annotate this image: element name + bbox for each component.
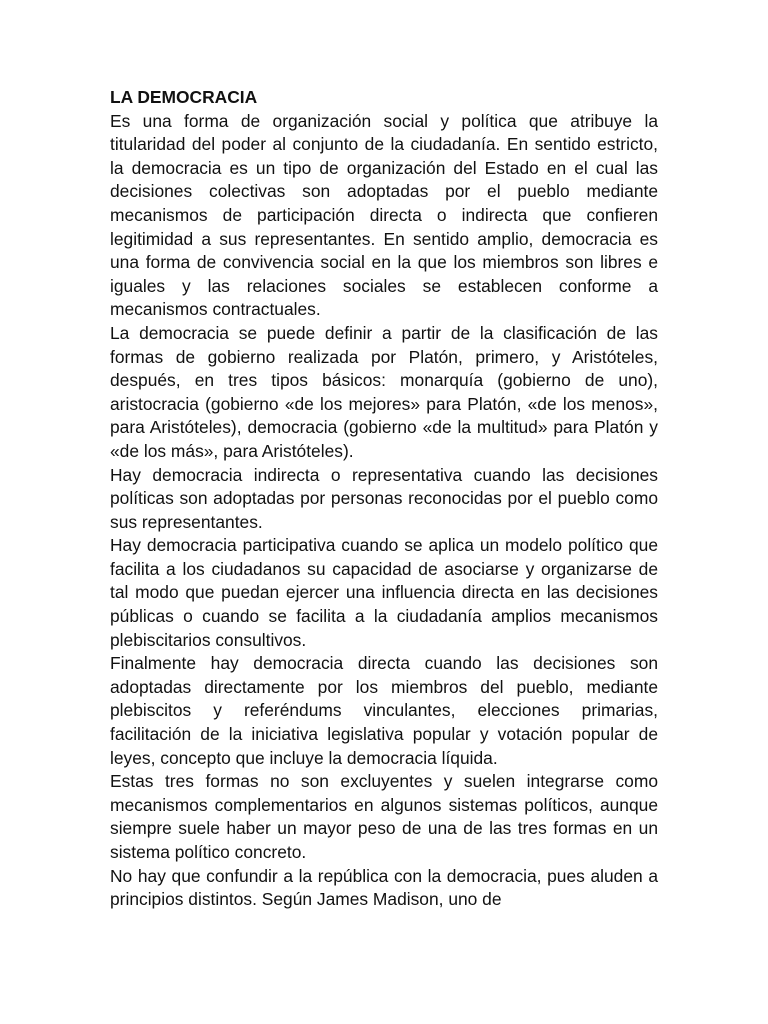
paragraph-complementary-forms: Estas tres formas no son excluyentes y suelen integrarse como mecanismos complementarios en algunos sistemas políticos, aunque siempre suele haber un mayor peso de una de las tres formas en un sistema político concreto. (110, 771, 658, 862)
paragraph-indirect-democracy: Hay democracia indirecta o representativa cuando las decisiones políticas son adoptadas por personas reconocidas por el pueblo como sus representantes. (110, 464, 658, 532)
document-title: LA DEMOCRACIA (110, 87, 258, 107)
paragraph-republic: No hay que confundir a la república con la democracia, pues aluden a principios distintos. Según James Madison, uno de (110, 865, 658, 910)
paragraph-direct-democracy: Finalmente hay democracia directa cuando las decisiones son adoptadas directamente por los miembros del pueblo, mediante plebiscitos y referéndums vinculantes, elecciones primarias, facilitación de la iniciativa legislativa popular y votación popular de leyes, concepto que incluye la democracia líquida. (110, 653, 658, 768)
paragraph-definition: Es una forma de organización social y política que atribuye la titularidad del poder al conjunto de la ciudadanía. En sentido estricto, la democracia es un tipo de organización del Estado en el cual las decisiones colectivas son adoptadas por el pueblo mediante mecanismos de participación directa o indirecta que confieren legitimidad a sus representantes. En sentido amplio, democracia es una forma de convivencia social en la que los miembros son libres e iguales y las relaciones sociales se establecen conforme a mecanismos contractuales. (110, 110, 658, 320)
document-page (110, 86, 658, 912)
paragraph-participative-democracy: Hay democracia participativa cuando se aplica un modelo político que facilita a los ciudadanos su capacidad de asociarse y organizarse de tal modo que puedan ejercer una influencia directa en las decisiones públicas o cuando se facilita a la ciudadanía amplios mecanismos plebiscitarios consultivos. (110, 535, 658, 650)
paragraph-classification: La democracia se puede definir a partir de la clasificación de las formas de gobierno realizada por Platón, primero, y Aristóteles, después, en tres tipos básicos: monarquía (gobierno de uno), aristocracia (gobierno «de los mejores» para Platón, «de los menos», para Aristóteles), democracia (gobierno «de la multitud» para Platón y «de los más», para Aristóteles). (110, 322, 658, 461)
